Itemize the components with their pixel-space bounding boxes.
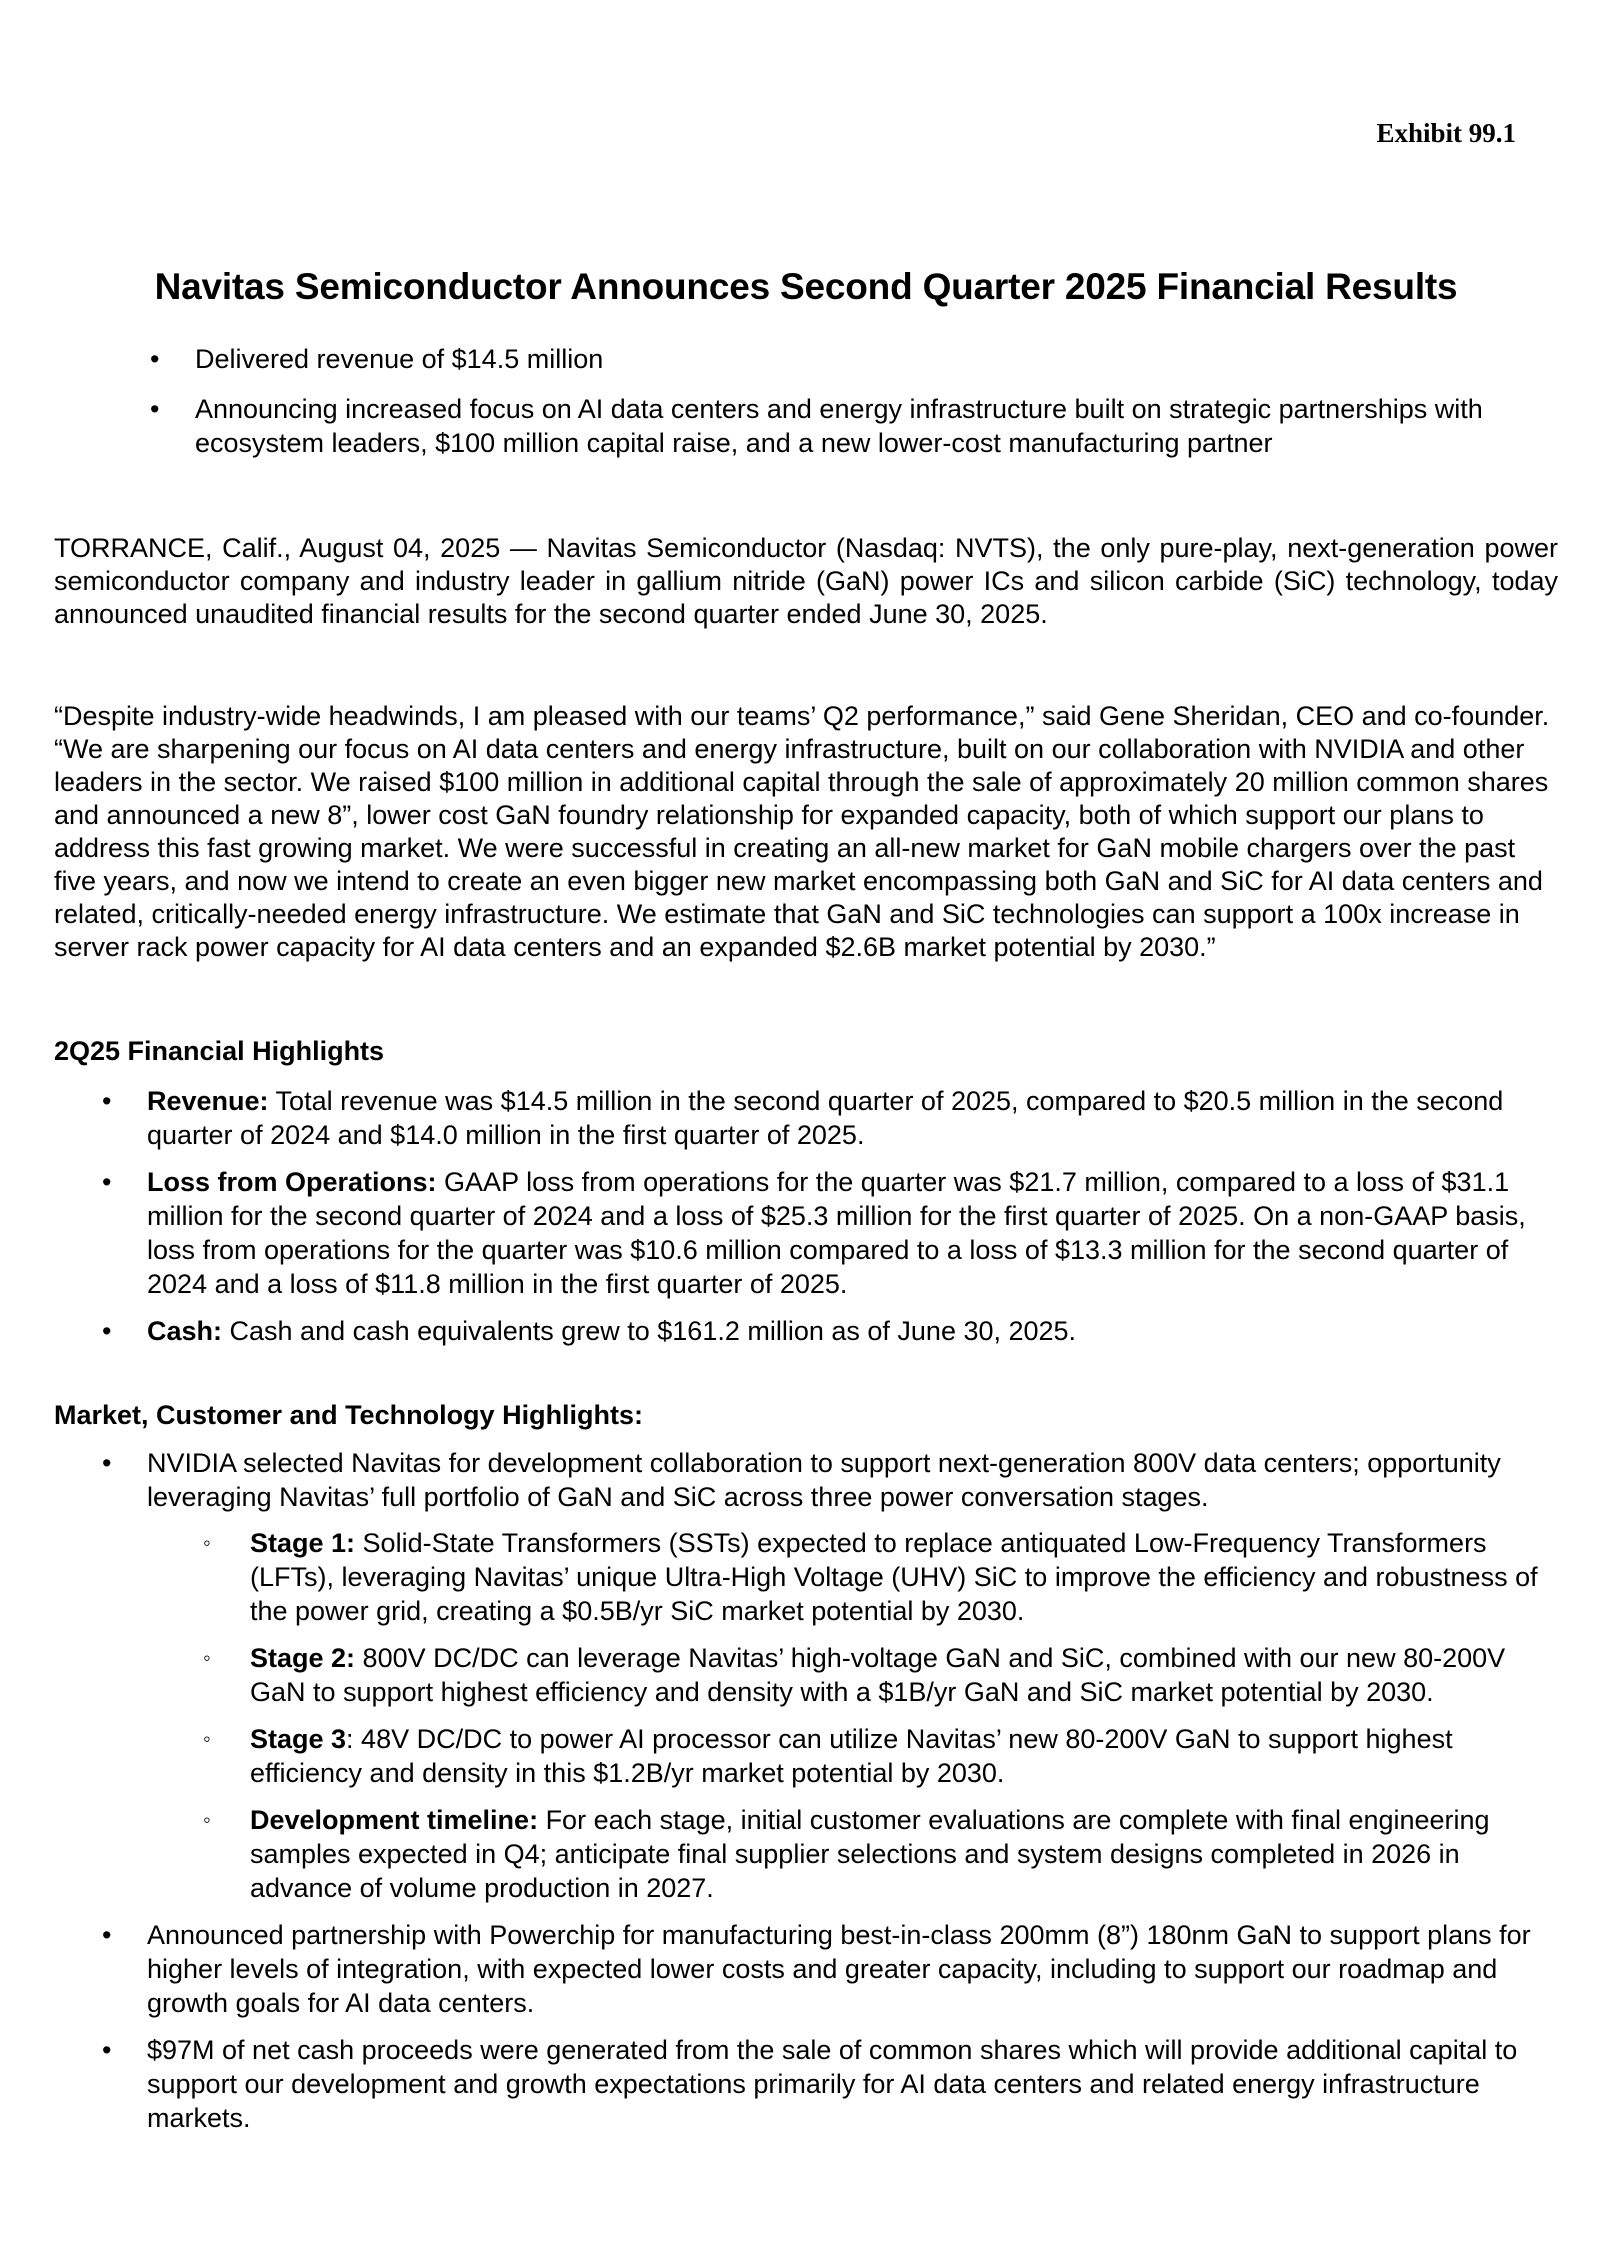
- item-label: Loss from Operations:: [147, 1167, 437, 1197]
- market-highlights-list: [102, 1446, 1558, 2148]
- market-item-powerchip: • Announced partnership with Powerchip for manufacturing best-in-class 200mm (8”) 180nm GaN to support plans for higher levels of integration, with expected lower costs and greater capacity, including to support our roadmap and growth goals for AI data centers.: [102, 1918, 1558, 2020]
- stage-label: Stage 3: [250, 1724, 347, 1754]
- summary-bullet: • Announcing increased focus on AI data centers and energy infrastructure built on strategic partnerships with ecosystem leaders, $100 million capital raise, and a new lower-cost manufacturing partner: [150, 392, 1560, 460]
- stage-label: Stage 1:: [250, 1528, 356, 1558]
- item-text: Cash and cash equivalents grew to $161.2 million as of June 30, 2025.: [222, 1316, 1077, 1346]
- stage-item: [147, 1722, 1558, 1790]
- financial-item-loss: [102, 1165, 1558, 1301]
- ceo-quote-paragraph: “Despite industry-wide headwinds, I am pleased with our teams’ Q2 performance,” said Gene Sheridan, CEO and co-founder. “We are sharpening our focus on AI data centers and energy infrastructure, built on our collaboration with NVIDIA and other leaders in the sector. We raised $100 million in additional capital through the sale of approximately 20 million common shares and announced a new 8”, lower cost GaN foundry relationship for expanded capacity, both of which support our plans to address this fast growing market. We were successful in creating an all-new market for GaN mobile chargers over the past five years, and now we intend to create an even bigger new market encompassing both GaN and SiC for AI data centers and related, critically-needed energy infrastructure. We estimate that GaN and SiC technologies can support a 100x increase in server rack power capacity for AI data centers and an expanded $2.6B market potential by 2030.”: [54, 701, 1550, 962]
- item-text: Total revenue was $14.5 million in the second quarter of 2025, compared to $20.5 million in the second quarter of 2024 and $14.0 million in the first quarter of 2025.: [147, 1086, 1504, 1150]
- item-label: Revenue:: [147, 1086, 269, 1116]
- stage-item: [147, 1803, 1558, 1905]
- stage-text: 800V DC/DC can leverage Navitas’ high-voltage GaN and SiC, combined with our new 80-200V GaN to support highest efficiency and density with a $1B/yr GaN and SiC market potential by 2030.: [250, 1643, 1506, 1707]
- item-label: Cash:: [147, 1316, 223, 1346]
- market-item-nvidia: [102, 1446, 1558, 1905]
- financial-highlights-heading: 2Q25 Financial Highlights: [54, 1036, 385, 1066]
- page-title: Navitas Semiconductor Announces Second Quarter 2025 Financial Results: [154, 266, 1458, 307]
- intro-paragraph: TORRANCE, Calif., August 04, 2025 — Navitas Semiconductor (Nasdaq: NVTS), the only pure-play, next-generation power semiconductor company and industry leader in gallium nitride (GaN) power ICs and silicon carbide (SiC) technology, today announced unaudited financial results for the second quarter ended June 30, 2025.: [54, 533, 1558, 629]
- financial-highlights-list: [102, 1084, 1558, 1361]
- financial-item-cash: [102, 1314, 1558, 1348]
- stage-item: [147, 1641, 1558, 1709]
- item-text: GAAP loss from operations for the quarter was $21.7 million, compared to a loss of $31.1 million for the second quarter of 2024 and a loss of $25.3 million for the first quarter of 2025. On a non-GAAP basis, loss from operations for the quarter was $10.6 million compared to a loss of $13.3 million for the second quarter of 2024 and a loss of $11.8 million in the first quarter of 2025.: [147, 1167, 1526, 1299]
- summary-bullets: [150, 342, 1560, 476]
- exhibit-label: Exhibit 99.1: [1376, 118, 1516, 148]
- stage-text: Solid-State Transformers (SSTs) expected to replace antiquated Low-Frequency Transformers (LFTs), leveraging Navitas’ unique Ultra-High Voltage (UHV) SiC to improve the efficiency and robustness of the power grid, creating a $0.5B/yr SiC market potential by 2030.: [250, 1528, 1538, 1626]
- summary-bullet: • Delivered revenue of $14.5 million: [150, 342, 1560, 376]
- financial-item-revenue: [102, 1084, 1558, 1152]
- market-highlights-heading: Market, Customer and Technology Highlights:: [54, 1400, 644, 1430]
- stage-text: : 48V DC/DC to power AI processor can utilize Navitas’ new 80-200V GaN to support highest efficiency and density in this $1.2B/yr market potential by 2030.: [250, 1724, 1453, 1788]
- stage-label: Development timeline:: [250, 1805, 539, 1835]
- stage-text: For each stage, initial customer evaluations are complete with final engineering samples expected in Q4; anticipate final supplier selections and system designs completed in 2026 in advance of volume production in 2027.: [250, 1805, 1490, 1903]
- stage-list: [147, 1526, 1558, 1905]
- item-text: NVIDIA selected Navitas for development collaboration to support next-generation 800V data centers; opportunity leveraging Navitas’ full portfolio of GaN and SiC across three power conversation stages.: [147, 1448, 1501, 1512]
- market-item-cash-proceeds: • $97M of net cash proceeds were generated from the sale of common shares which will provide additional capital to support our development and growth expectations primarily for AI data centers and related energy infrastructure markets.: [102, 2033, 1558, 2135]
- stage-item: [147, 1526, 1558, 1628]
- stage-label: Stage 2:: [250, 1643, 356, 1673]
